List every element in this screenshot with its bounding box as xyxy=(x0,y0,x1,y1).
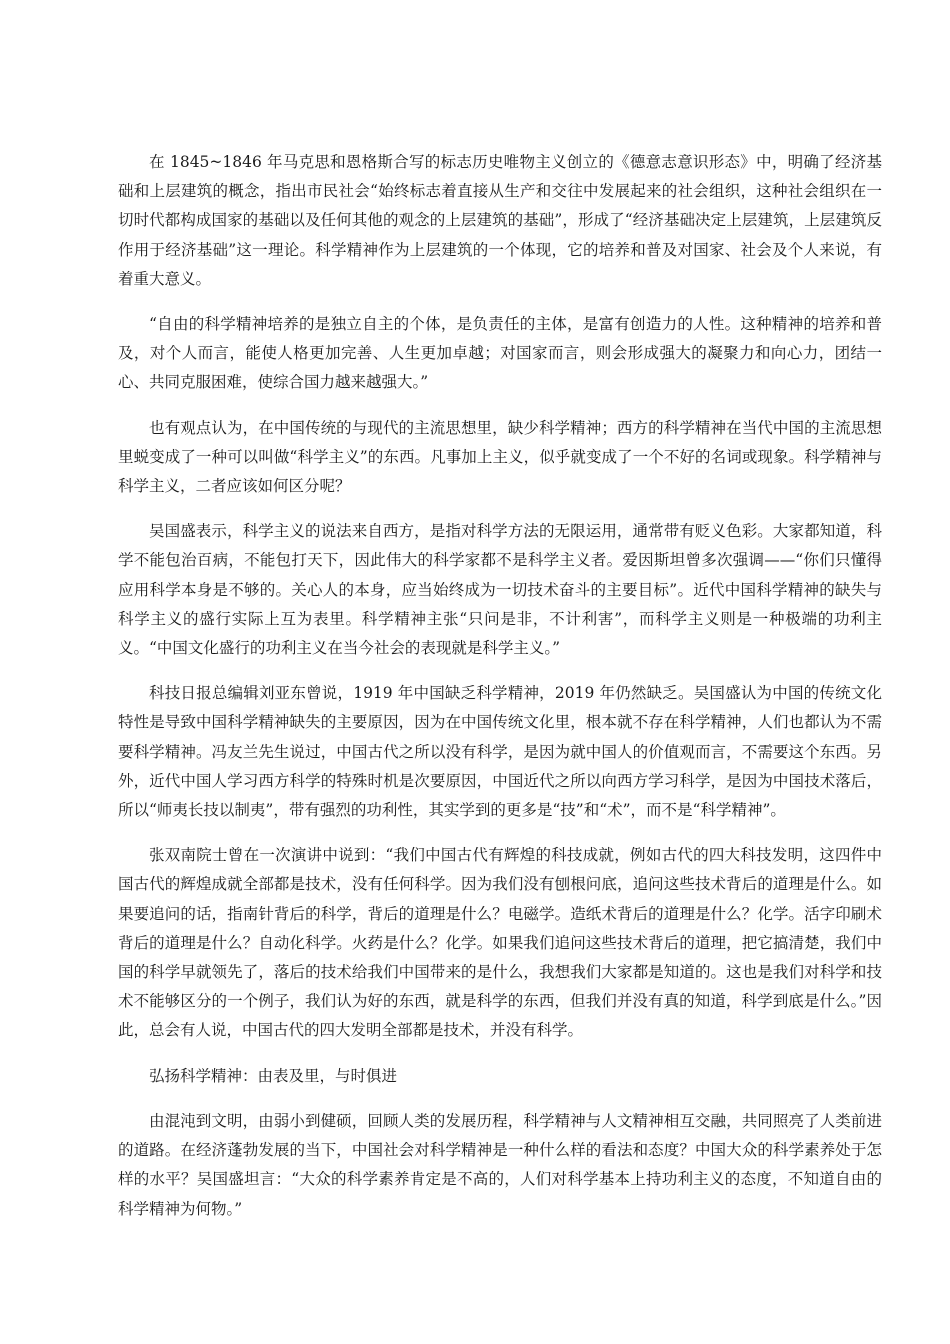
paragraph-6: 张双南院士曾在一次演讲中说到：“我们中国古代有辉煌的科技成就，例如古代的四大科技发明，这四件中国古代的辉煌成就全部都是技术，没有任何科学。因为我们没有刨根问底，追问这些技术背后的道理是什么。如果要追问的话，指南针背后的科学，背后的道理是什么？电磁学。造纸术背后的道理是什么？化学。活字印刷术背后的道理是什么？自动化科学。火药是什么？化学。如果我们追问这些技术背后的道理，把它搞清楚，我们中国的科学早就领先了，落后的技术给我们中国带来的是什么，我想我们大家都是知道的。这也是我们对科学和技术不能够区分的一个例子，我们认为好的东西，就是科学的东西，但我们并没有真的知道，科学到底是什么。”因此，总会有人说，中国古代的四大发明全部都是技术，并没有科学。 xyxy=(118,846,882,1040)
paragraph-2: “自由的科学精神培养的是独立自主的个体，是负责任的主体，是富有创造力的人性。这种精神的培养和普及，对个人而言，能使人格更加完善、人生更加卓越；对国家而言，则会形成强大的凝聚力和向心力，团结一心、共同克服困难，使综合国力越来越强大。” xyxy=(118,315,882,392)
section-heading: 弘扬科学精神：由表及里，与时俱进 xyxy=(149,1066,398,1085)
paragraph-5: 科技日报总编辑刘亚东曾说，1919 年中国缺乏科学精神，2019 年仍然缺乏。吴国盛认为中国的传统文化特性是导致中国科学精神缺失的主要原因，因为在中国传统文化里，根本就不存在科学精神，人们也都认为不需要科学精神。冯友兰先生说过，中国古代之所以没有科学，是因为就中国人的价值观而言，不需要这个东西。另外，近代中国人学习西方科学的特殊时机是次要原因，中国近代之所以向西方学习科学，是因为中国技术落后，所以“师夷长技以制夷”，带有强烈的功利性，其实学到的更多是“技”和“术”，而不是“科学精神”。 xyxy=(118,684,882,820)
paragraph-3: 也有观点认为，在中国传统的与现代的主流思想里，缺少科学精神；西方的科学精神在当代中国的主流思想里蜕变成了一种可以叫做“科学主义”的东西。凡事加上主义，似乎就变成了一个不好的名词或现象。科学精神与科学主义，二者应该如何区分呢？ xyxy=(118,418,882,496)
document-body xyxy=(118,148,882,1240)
paragraph-8: 由混沌到文明，由弱小到健硕，回顾人类的发展历程，科学精神与人文精神相互交融，共同照亮了人类前进的道路。在经济蓬勃发展的当下，中国社会对科学精神是一种什么样的看法和态度？中国大众的科学素养处于怎样的水平？吴国盛坦言：“大众的科学素养肯定是不高的，人们对科学基本上持功利主义的态度，不知道自由的科学精神为何物。” xyxy=(118,1111,882,1218)
paragraph-1: 在 1845~1846 年马克思和恩格斯合写的标志历史唯物主义创立的《德意志意识形态》中，明确了经济基础和上层建筑的概念，指出市民社会“始终标志着直接从生产和交往中发展起来的社会组织，这种社会组织在一切时代都构成国家的基础以及任何其他的观念的上层建筑的基础”，形成了“经济基础决定上层建筑，上层建筑反作用于经济基础”这一理论。科学精神作为上层建筑的一个体现，它的培养和普及对国家、社会及个人来说，有着重大意义。 xyxy=(118,153,882,288)
paragraph-4: 吴国盛表示，科学主义的说法来自西方，是指对科学方法的无限运用，通常带有贬义色彩。大家都知道，科学不能包治百病，不能包打天下，因此伟大的科学家都不是科学主义者。爱因斯坦曾多次强调——“你们只懂得应用科学本身是不够的。关心人的本身，应当始终成为一切技术奋斗的主要目标”。近代中国科学精神的缺失与科学主义的盛行实际上互为表里。科学精神主张“只问是非，不计利害”，而科学主义则是一种极端的功利主义。“中国文化盛行的功利主义在当今社会的表现就是科学主义。” xyxy=(118,522,882,658)
